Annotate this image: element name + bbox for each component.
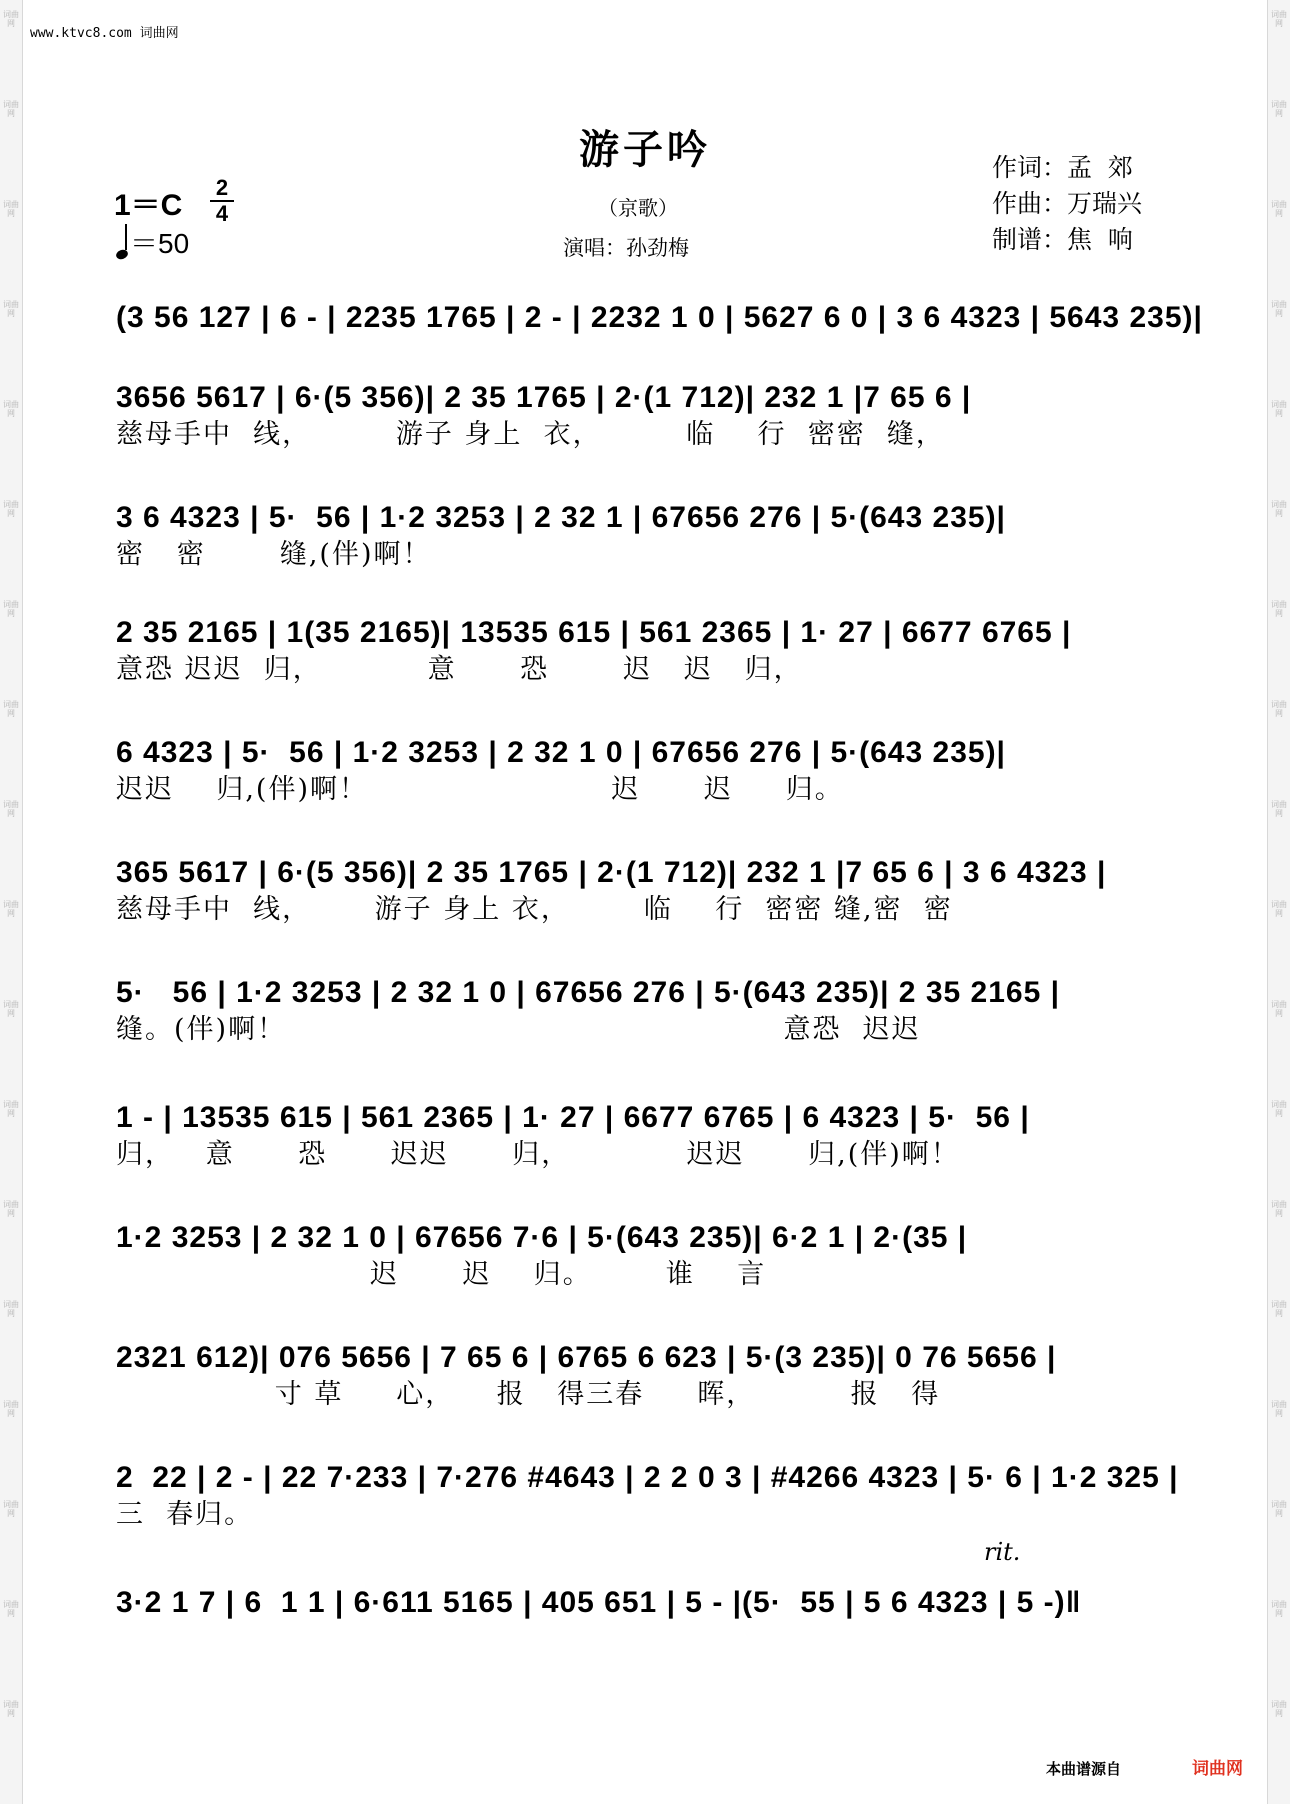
watermark-text: 词曲网	[3, 100, 19, 118]
notation-line: 5· 56 | 1·2 3253 | 2 32 1 0 | 67656 276 | 5·(643 235)| 2 35 2165 |	[116, 976, 1060, 1009]
watermark-text: 词曲网	[3, 1300, 19, 1318]
watermark-text: 词曲网	[1271, 800, 1287, 818]
notation-line: 3656 5617 | 6·(5 356)| 2 35 1765 | 2·(1 712)| 232 1 |7 65 6 |	[116, 381, 972, 414]
watermark-text: 词曲网	[3, 400, 19, 418]
watermark-text: 词曲网	[3, 1600, 19, 1618]
lyrics-line	[116, 1620, 1184, 1660]
site-logo: 词曲网	[1192, 1759, 1243, 1779]
left-watermark-strip	[0, 0, 23, 1804]
watermark-text: 词曲网	[1271, 400, 1287, 418]
watermark-text: 词曲网	[1271, 1500, 1287, 1518]
watermark-text: 词曲网	[3, 1500, 19, 1518]
notation-line: 6 4323 | 5· 56 | 1·2 3253 | 2 32 1 0 | 67656 276 | 5·(643 235)|	[116, 736, 1006, 769]
right-watermark-strip	[1267, 0, 1290, 1804]
watermark-text: 词曲网	[3, 1400, 19, 1418]
watermark-text: 词曲网	[1271, 10, 1287, 28]
score-line	[116, 840, 1184, 930]
lyrics-line: 密 密 缝,(伴)啊！	[116, 539, 432, 570]
tempo-marking	[116, 222, 189, 262]
score-line	[116, 1570, 1184, 1660]
lyrics-line: 意恐 迟迟 归， 意 恐 迟 迟 归，	[116, 654, 803, 685]
watermark-text: 词曲网	[3, 1000, 19, 1018]
watermark-text: 词曲网	[1271, 600, 1287, 618]
score-line	[116, 365, 1184, 455]
notation-line: 1·2 3253 | 2 32 1 0 | 67656 7·6 | 5·(643 235)| 6·2 1 | 2·(35 |	[116, 1221, 968, 1254]
notation-line: 3·2 1 7 | 6 1 1 | 6·611 5165 | 405 651 | 5 - |(5· 55 | 5 6 4323 | 5 -)‖	[116, 1586, 1082, 1619]
notation-line: 3 6 4323 | 5· 56 | 1·2 3253 | 2 32 1 | 67656 276 | 5·(643 235)|	[116, 501, 1006, 534]
watermark-text: 词曲网	[1271, 900, 1287, 918]
time-signature-bottom: 4	[215, 201, 229, 226]
lyrics-line: 慈母手中 线， 游子 身上 衣， 临 行 密密 缝，	[116, 419, 945, 450]
watermark-text: 词曲网	[3, 900, 19, 918]
lyrics-line: 慈母手中 线， 游子 身上 衣， 临 行 密密 缝,密 密	[116, 894, 953, 925]
tempo-value: ＝50	[130, 228, 190, 259]
lyricist-credit: 作词：孟 郊	[992, 153, 1133, 182]
note-stem	[125, 224, 127, 250]
watermark-text: 词曲网	[1271, 300, 1287, 318]
watermark-text: 词曲网	[3, 1100, 19, 1118]
watermark-text: 词曲网	[1271, 100, 1287, 118]
watermark-text: 词曲网	[1271, 1300, 1287, 1318]
notation-line: 1 - | 13535 615 | 561 2365 | 1· 27 | 6677 6765 | 6 4323 | 5· 56 |	[116, 1101, 1030, 1134]
watermark-text: 词曲网	[3, 600, 19, 618]
credits-block	[992, 150, 1142, 258]
watermark-text: 词曲网	[3, 1700, 19, 1718]
score-line	[116, 285, 1203, 375]
watermark-text: 词曲网	[1271, 1100, 1287, 1118]
lyrics-line: 寸 草 心， 报 得三春 晖， 报 得	[116, 1379, 941, 1410]
notation-line: 2321 612)| 076 5656 | 7 65 6 | 6765 6 623 | 5·(3 235)| 0 76 5656 |	[116, 1341, 1057, 1374]
watermark-text: 词曲网	[3, 10, 19, 28]
site-url: www.ktvc8.com 词曲网	[30, 26, 179, 41]
ritardando-mark: rit.	[984, 1538, 1021, 1566]
lyrics-line: 迟 迟 归。 谁 言	[116, 1259, 767, 1290]
score-line	[116, 485, 1184, 575]
score-line	[116, 1325, 1184, 1415]
notation-line: (3 56 127 | 6 - | 2235 1765 | 2 - | 2232 1 0 | 5627 6 0 | 3 6 4323 | 5643 235)|	[116, 301, 1203, 334]
watermark-text: 词曲网	[3, 1200, 19, 1218]
song-title: 游子吟	[579, 126, 711, 173]
notation-line: 2 35 2165 | 1(35 2165)| 13535 615 | 561 2365 | 1· 27 | 6677 6765 |	[116, 616, 1072, 649]
watermark-text: 词曲网	[3, 300, 19, 318]
watermark-text: 词曲网	[1271, 200, 1287, 218]
score-line	[116, 720, 1184, 810]
score-line	[116, 1085, 1184, 1175]
time-signature-top: 2	[215, 175, 229, 200]
watermark-text: 词曲网	[1271, 1400, 1287, 1418]
watermark-text: 词曲网	[1271, 500, 1287, 518]
singer-label: 演唱：孙劲梅	[563, 236, 689, 260]
lyrics-line: 归， 意 恐 迟迟 归， 迟迟 归,(伴)啊！	[116, 1139, 960, 1170]
notation-line: 365 5617 | 6·(5 356)| 2 35 1765 | 2·(1 712)| 232 1 |7 65 6 | 3 6 4323 |	[116, 856, 1107, 889]
composer-credit: 作曲：万瑞兴	[992, 189, 1143, 218]
lyrics-line: 三 春归。	[116, 1499, 254, 1530]
watermark-text: 词曲网	[1271, 1000, 1287, 1018]
key-signature: 1＝C	[114, 189, 183, 222]
watermark-text: 词曲网	[3, 200, 19, 218]
watermark-text: 词曲网	[3, 700, 19, 718]
source-text: 本曲谱源自	[1046, 1760, 1122, 1778]
lyrics-line: 迟迟 归,(伴)啊！ 迟 迟 归。	[116, 774, 844, 805]
watermark-text: 词曲网	[3, 500, 19, 518]
genre-label: （京歌）	[598, 196, 678, 220]
watermark-text: 词曲网	[1271, 1700, 1287, 1718]
score-line	[116, 1205, 1184, 1295]
quarter-note-icon	[115, 248, 129, 261]
watermark-text: 词曲网	[1271, 1600, 1287, 1618]
watermark-text: 词曲网	[1271, 700, 1287, 718]
notation-line: 2 22 | 2 - | 22 7·233 | 7·276 #4643 | 2 2 0 3 | #4266 4323 | 5· 6 | 1·2 325 |	[116, 1461, 1179, 1494]
transcriber-credit: 制谱：焦 响	[992, 225, 1133, 254]
time-signature	[208, 176, 236, 226]
score-line	[116, 1445, 1184, 1535]
score-line	[116, 960, 1184, 1050]
watermark-text: 词曲网	[3, 800, 19, 818]
watermark-text: 词曲网	[1271, 1200, 1287, 1218]
lyrics-line: 缝。(伴)啊！ 意恐 迟迟	[116, 1014, 921, 1045]
score-line	[116, 600, 1184, 690]
